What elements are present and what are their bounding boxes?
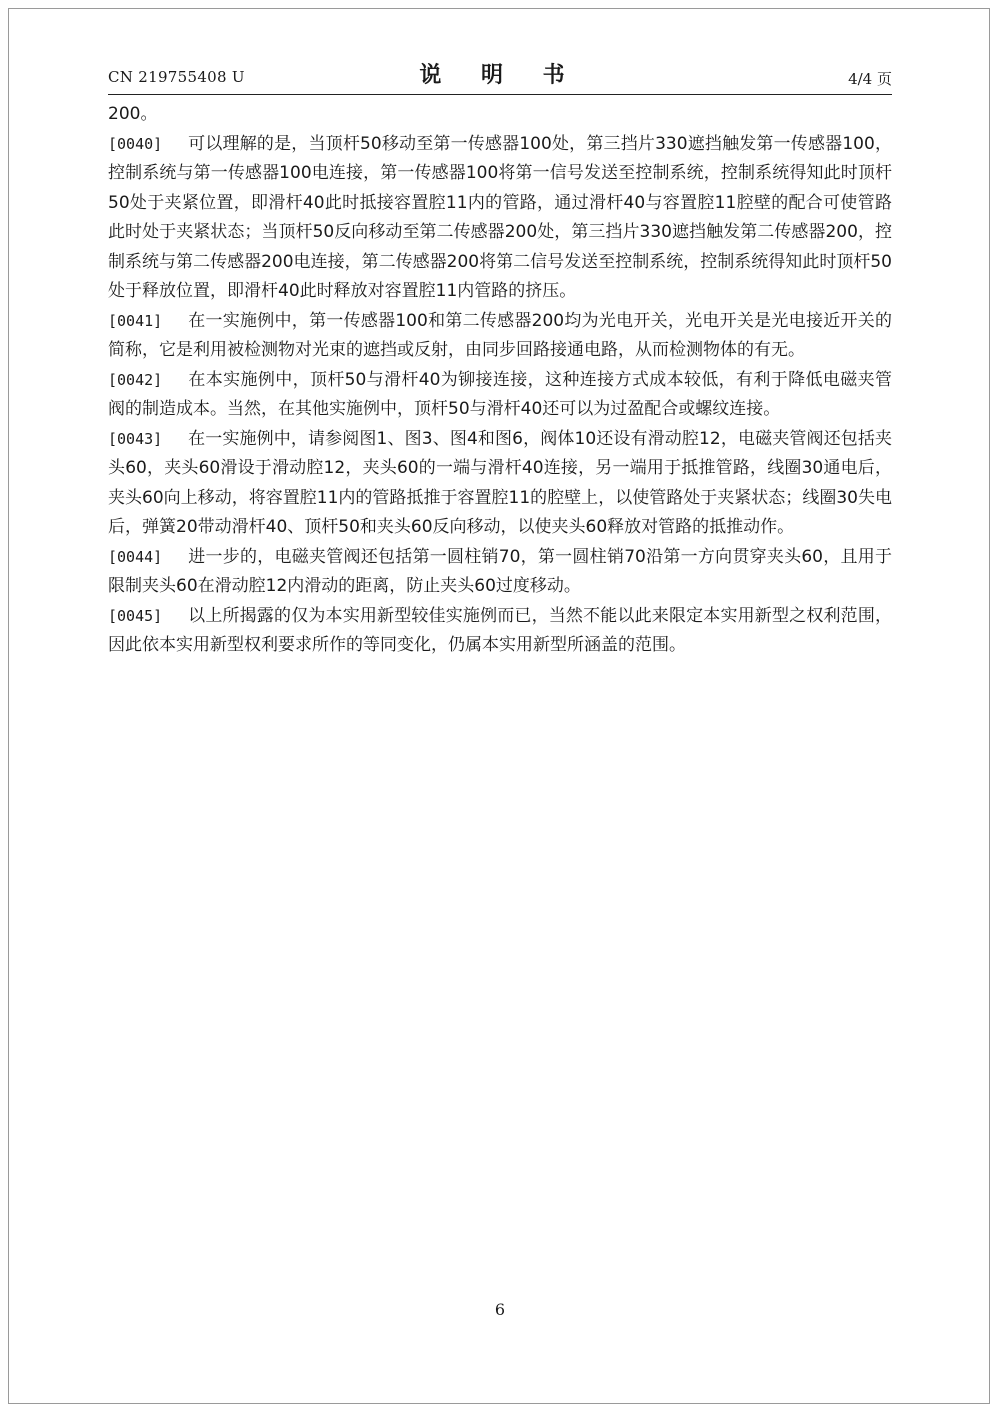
paragraph-0045 <box>108 602 892 661</box>
page-number: 6 <box>494 1300 506 1319</box>
paragraph-text: 以上所揭露的仅为本实用新型较佳实施例而已，当然不能以此来限定本实用新型之权利范围，因此依本实用新型权利要求所作的等同变化，仍属本实用新型所涵盖的范围。 <box>108 605 892 655</box>
paragraph-text: 在一实施例中，请参阅图1、图3、图4和图6，阀体10还设有滑动腔12，电磁夹管阀还包括夹头60，夹头60滑设于滑动腔12，夹头60的一端与滑杆40连接，另一端用于抵推管路，线圈30通电后，夹头60向上移动，将容置腔11内的管路抵推于容置腔11的腔壁上，以使管路处于夹紧状态；线圈30失电后，弹簧20带动滑杆40、顶杆50和夹头60反向移动，以使夹头60释放对管路的抵推动作。 <box>108 428 892 537</box>
paragraph-number: [0044] <box>108 547 163 566</box>
paragraph-number: [0042] <box>108 370 163 389</box>
paragraph-number: [0040] <box>108 134 163 153</box>
paragraph-0043 <box>108 425 892 543</box>
patent-number: CN 219755408 U <box>108 68 245 86</box>
paragraph-0042 <box>108 366 892 425</box>
paragraph-0044 <box>108 543 892 602</box>
paragraph-text: 进一步的，电磁夹管阀还包括第一圆柱销70，第一圆柱销70沿第一方向贯穿夹头60，且用于限制夹头60在滑动腔12内滑动的距离，防止夹头60过度移动。 <box>108 546 892 596</box>
continued-text: 200。 <box>108 104 158 124</box>
paragraph-text: 可以理解的是，当顶杆50移动至第一传感器100处，第三挡片330遮挡触发第一传感器100，控制系统与第一传感器100电连接，第一传感器100将第一信号发送至控制系统，控制系统得知此时顶杆50处于夹紧位置，即滑杆40此时抵接容置腔11内的管路，通过滑杆40与容置腔11腔壁的配合可使管路此时处于夹紧状态；当顶杆50反向移动至第二传感器200处，第三挡片330遮挡触发第二传感器200，控制系统与第二传感器200电连接，第二传感器200将第二信号发送至控制系统，控制系统得知此时顶杆50处于释放位置，即滑杆40此时释放对容置腔11内管路的挤压。 <box>108 133 892 301</box>
paragraph-0041 <box>108 307 892 366</box>
paragraph-0040 <box>108 130 892 307</box>
header-divider <box>108 94 892 95</box>
paragraph-number: [0043] <box>108 429 163 448</box>
paragraph-text: 在本实施例中，顶杆50与滑杆40为铆接连接，这种连接方式成本较低，有利于降低电磁夹管阀的制造成本。当然，在其他实施例中，顶杆50与滑杆40还可以为过盈配合或螺纹连接。 <box>108 369 892 419</box>
paragraph-text: 在一实施例中，第一传感器100和第二传感器200均为光电开关，光电开关是光电接近开关的简称，它是利用被检测物对光束的遮挡或反射，由同步回路接通电路，从而检测物体的有无。 <box>108 310 892 360</box>
page-header <box>108 58 892 90</box>
document-body <box>108 100 892 661</box>
page-count: 4/4 页 <box>848 70 892 88</box>
paragraph-number: [0045] <box>108 606 163 625</box>
paragraph-number: [0041] <box>108 311 163 330</box>
document-title: 说 明 书 <box>419 63 581 88</box>
